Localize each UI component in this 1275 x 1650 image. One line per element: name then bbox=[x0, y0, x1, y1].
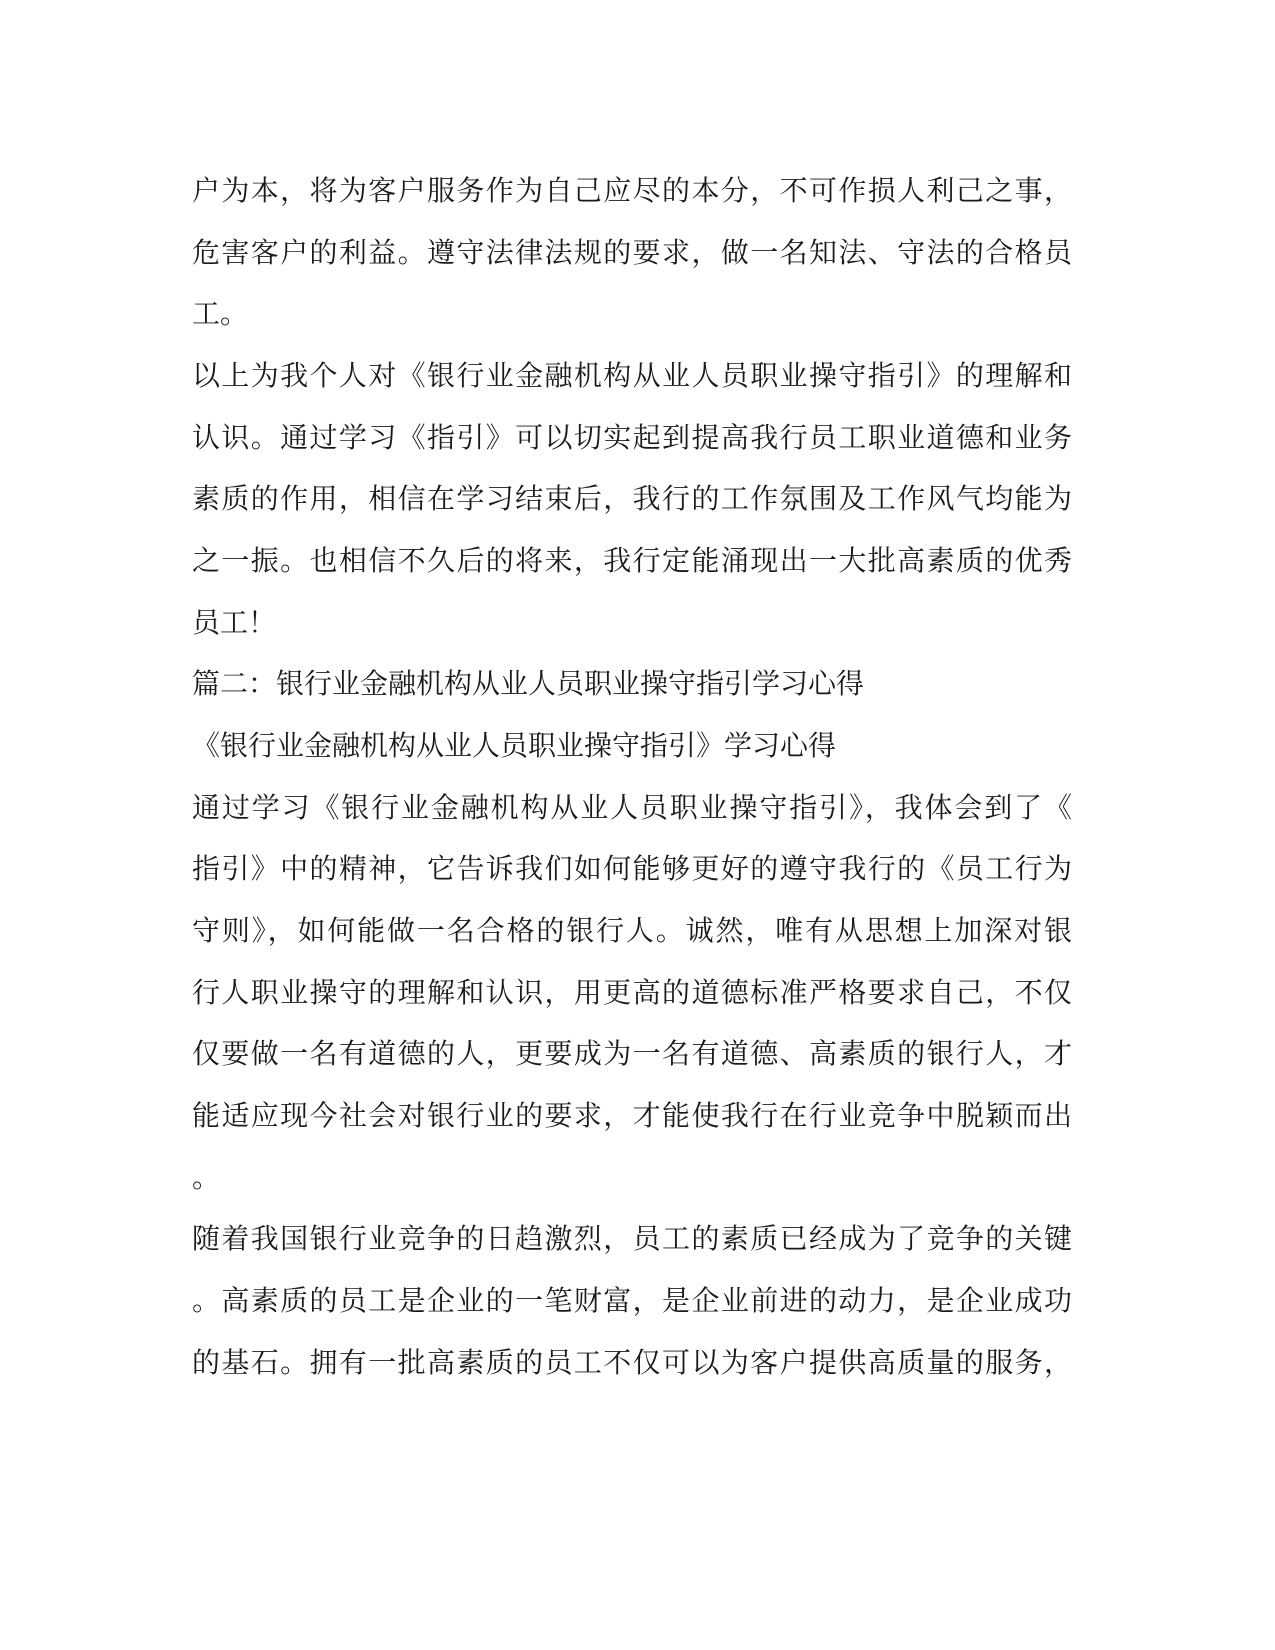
text-line: 。高素质的员工是企业的一笔财富，是企业前进的动力，是企业成功 bbox=[192, 1284, 1072, 1317]
text-line: 以上为我个人对《银行业金融机构从业人员职业操守指引》的理解和 bbox=[192, 359, 1072, 392]
text-line: 随着我国银行业竞争的日趋激烈，员工的素质已经成为了竞争的关键 bbox=[192, 1222, 1072, 1255]
text-line: 能适应现今社会对银行业的要求，才能使我行在行业竞争中脱颖而出 bbox=[192, 1099, 1072, 1132]
text-line: 工。 bbox=[192, 297, 249, 330]
text-line: 的基石。拥有一批高素质的员工不仅可以为客户提供高质量的服务， bbox=[192, 1346, 1072, 1379]
text-line: 仅要做一名有道德的人，更要成为一名有道德、高素质的银行人，才 bbox=[192, 1037, 1072, 1070]
text-line: 员工！ bbox=[192, 606, 277, 639]
text-line: 户为本，将为客户服务作为自己应尽的本分，不可作损人利己之事， bbox=[192, 174, 1072, 207]
section-subtitle: 《银行业金融机构从业人员职业操守指引》学习心得 bbox=[192, 729, 837, 762]
section-heading: 篇二：银行业金融机构从业人员职业操守指引学习心得 bbox=[192, 667, 865, 700]
text-line: 指引》中的精神，它告诉我们如何能够更好的遵守我行的《员工行为 bbox=[192, 852, 1072, 885]
text-line: 认识。通过学习《指引》可以切实起到提高我行员工职业道德和业务 bbox=[192, 421, 1072, 454]
text-line: 守则》，如何能做一名合格的银行人。诚然，唯有从思想上加深对银 bbox=[192, 914, 1072, 947]
text-line: 危害客户的利益。遵守法律法规的要求，做一名知法、守法的合格员 bbox=[192, 236, 1072, 269]
text-line: 行人职业操守的理解和认识，用更高的道德标准严格要求自己，不仅 bbox=[192, 976, 1072, 1009]
text-line: 素质的作用，相信在学习结束后，我行的工作氛围及工作风气均能为 bbox=[192, 482, 1072, 515]
text-line: 。 bbox=[192, 1161, 221, 1194]
text-line: 之一振。也相信不久后的将来，我行定能涌现出一大批高素质的优秀 bbox=[192, 544, 1072, 577]
text-line: 通过学习《银行业金融机构从业人员职业操守指引》，我体会到了《 bbox=[192, 791, 1072, 824]
